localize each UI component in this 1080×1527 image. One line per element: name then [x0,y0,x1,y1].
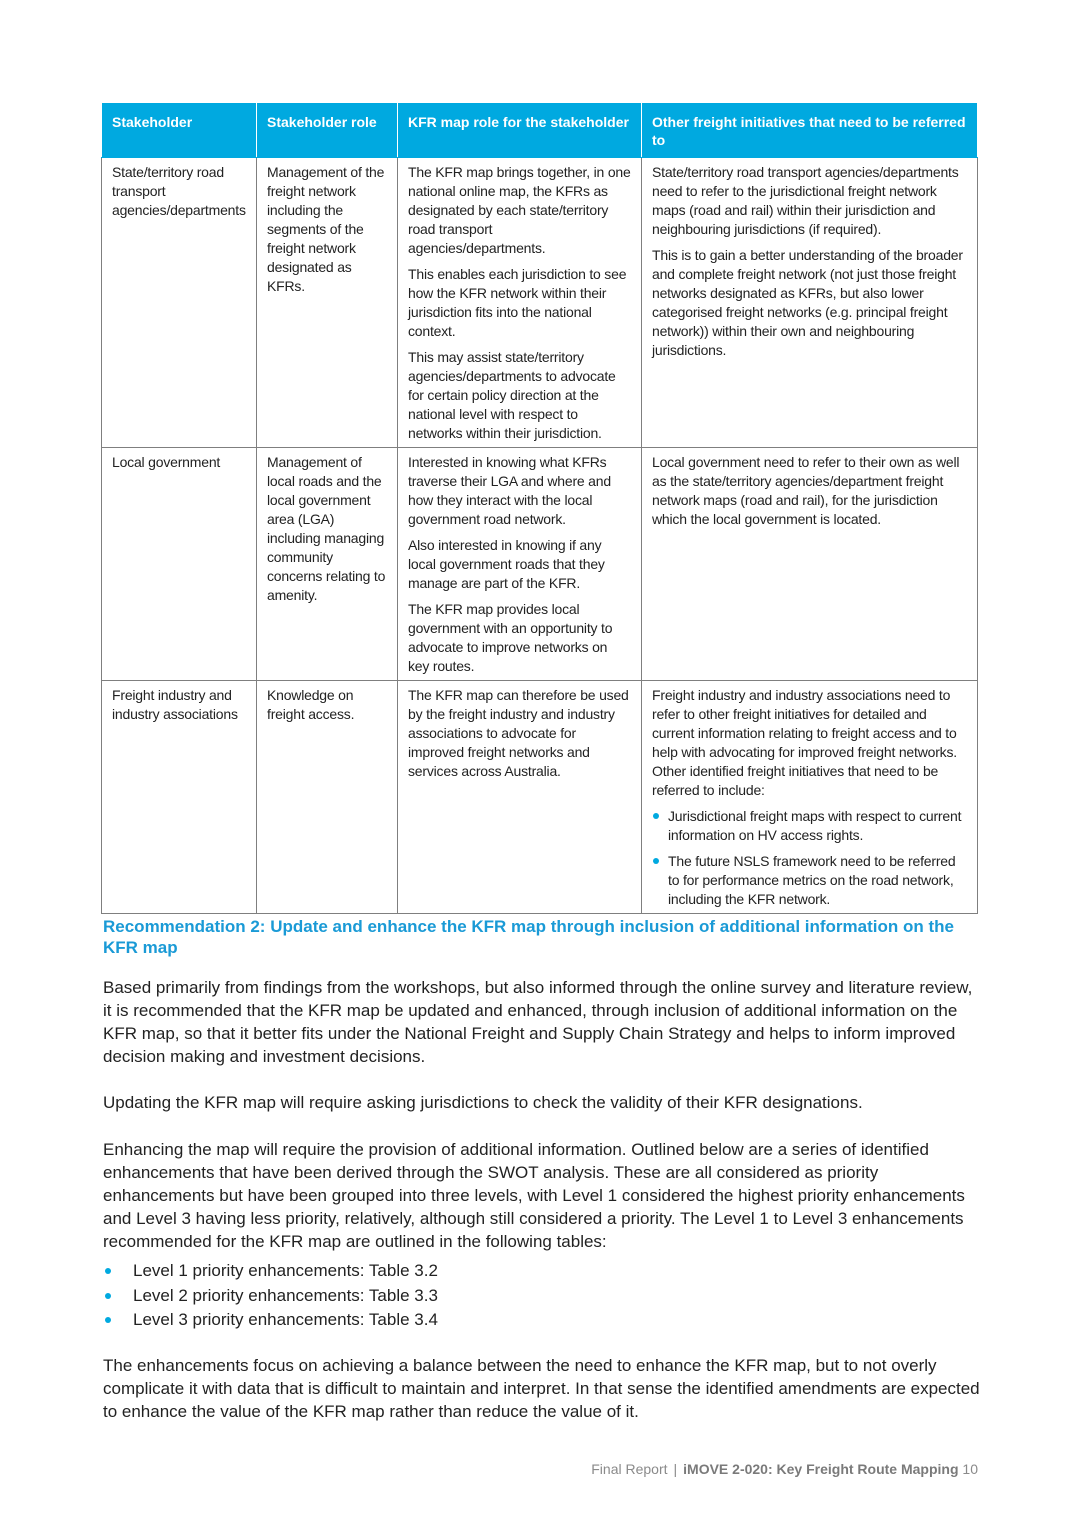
table-row [102,448,978,681]
list-item-text: Jurisdictional freight maps with respect to current information on HV access rights. [668,808,962,843]
recommendation-heading: Recommendation 2: Update and enhance the KFR map through inclusion of additional information on the KFR map [103,917,954,957]
other-paragraph: Local government need to refer to their own as well as the state/territory agencies/department freight network maps (road and rail), for the jurisdiction which the local government is located. [652,454,960,527]
cell-role: Management of the freight network including the segments of the freight network designated as KFRs. [257,158,398,448]
body-paragraph [103,1138,983,1253]
cell-stakeholder: Freight industry and industry associations [102,681,257,914]
header-kfr-map-role: KFR map role for the stakeholder [398,103,642,158]
kfr-role-paragraph: Also interested in knowing if any local government roads that they manage are part of the KFR. [408,537,605,591]
kfr-role-paragraph: This enables each jurisdiction to see how the KFR network within their jurisdiction fits into the national context. [408,266,627,339]
header-stakeholder: Stakeholder [102,103,257,158]
other-paragraph: This is to gain a better understanding of the broader and complete freight network (not just those freight networks designated as KFRs, but also lower categorised freight networks (e.g. principal freight network)) within their own and neighbouring jurisdictions. [652,247,963,358]
header-stakeholder-role: Stakeholder role [257,103,398,158]
cell-other-initiatives [642,448,978,681]
table-header-row [102,103,978,158]
body-paragraph [103,1091,983,1114]
list-item-text: Level 3 priority enhancements: Table 3.4 [133,1310,438,1329]
page-footer [591,1461,978,1477]
list-item-text: The future NSLS framework need to be referred to for performance metrics on the road network, including the KFR network. [668,853,956,907]
other-initiatives-list [652,807,968,909]
paragraph-text: Based primarily from findings from the workshops, but also informed through the online survey and literature review, it is recommended that the KFR map be updated and enhanced, through inclusion of additional information on the KFR map, so that it better fits under the National Freight and Supply Chain Strategy and helps to inform improved decision making and investment decisions. [103,978,973,1066]
table-row [102,681,978,914]
list-item [652,852,968,909]
cell-role: Knowledge on freight access. [257,681,398,914]
other-paragraph: Freight industry and industry associations need to refer to other freight initiatives for detailed and current information relating to freight access and to help with advocating for improved freight networks. Other identified freight initiatives that need to be referred to include: [652,687,957,798]
cell-kfr-role [398,158,642,448]
cell-kfr-role [398,681,642,914]
body-paragraph [103,976,983,1068]
list-item [103,1284,973,1309]
bullet-dot-icon [653,813,659,819]
cell-role: Management of local roads and the local government area (LGA) including managing community concerns relating to amenity. [257,448,398,681]
cell-other-initiatives [642,158,978,448]
body-paragraph [103,1354,983,1423]
page-number: 10 [962,1461,978,1477]
list-item-text: Level 1 priority enhancements: Table 3.2 [133,1261,438,1280]
other-paragraph: State/territory road transport agencies/departments need to refer to the jurisdictional freight network maps (road and rail) within their jurisdiction and neighbouring jurisdictions (if required). [652,164,959,237]
kfr-role-paragraph: The KFR map brings together, in one national online map, the KFRs as designated by each state/territory road transport agencies/departments. [408,164,631,256]
bullet-dot-icon [105,1293,111,1299]
bullet-dot-icon [105,1317,111,1323]
bullet-dot-icon [105,1268,111,1274]
footer-separator: | [673,1461,678,1477]
footer-report-label: Final Report [591,1461,668,1477]
cell-stakeholder: State/territory road transport agencies/departments [102,158,257,448]
cell-other-initiatives [642,681,978,914]
paragraph-text: Enhancing the map will require the provision of additional information. Outlined below are a series of identified enhancements that have been derived through the SWOT analysis. These are all considered as priority enhancements but have been grouped into three levels, with Level 1 considered the highest priority enhancements and Level 3 having less priority, relatively, although still considered a priority. The Level 1 to Level 3 enhancements recommended for the KFR map are outlined in the following tables: [103,1140,965,1251]
header-other-initiatives: Other freight initiatives that need to be referred to [642,103,978,158]
paragraph-text: Updating the KFR map will require asking jurisdictions to check the validity of their KFR designations. [103,1093,863,1112]
cell-stakeholder: Local government [102,448,257,681]
kfr-role-paragraph: This may assist state/territory agencies/departments to advocate for certain policy direction at the national level with respect to networks within their jurisdiction. [408,349,616,441]
footer-report-title: iMOVE 2-020: Key Freight Route Mapping [683,1461,959,1477]
paragraph-text: The enhancements focus on achieving a balance between the need to enhance the KFR map, but to not overly complicate it with data that is difficult to maintain and interpret. In that sense the identified amendments are expected to enhance the value of the KFR map rather than reduce the value of it. [103,1356,980,1421]
kfr-role-paragraph: The KFR map provides local government with an opportunity to advocate to improve networks on key routes. [408,601,613,674]
kfr-role-paragraph: The KFR map can therefore be used by the freight industry and industry associations to advocate for improved freight networks and services across Australia. [408,687,629,779]
list-item [652,807,968,845]
list-item [103,1308,973,1333]
list-item [103,1259,973,1284]
enhancement-levels-list [103,1259,973,1333]
list-item-text: Level 2 priority enhancements: Table 3.3 [133,1285,438,1305]
cell-kfr-role [398,448,642,681]
table-row [102,158,978,448]
kfr-role-paragraph: Interested in knowing what KFRs traverse their LGA and where and how they interact with the local government road network. [408,454,611,527]
stakeholder-table [101,102,978,914]
bullet-dot-icon [653,858,659,864]
